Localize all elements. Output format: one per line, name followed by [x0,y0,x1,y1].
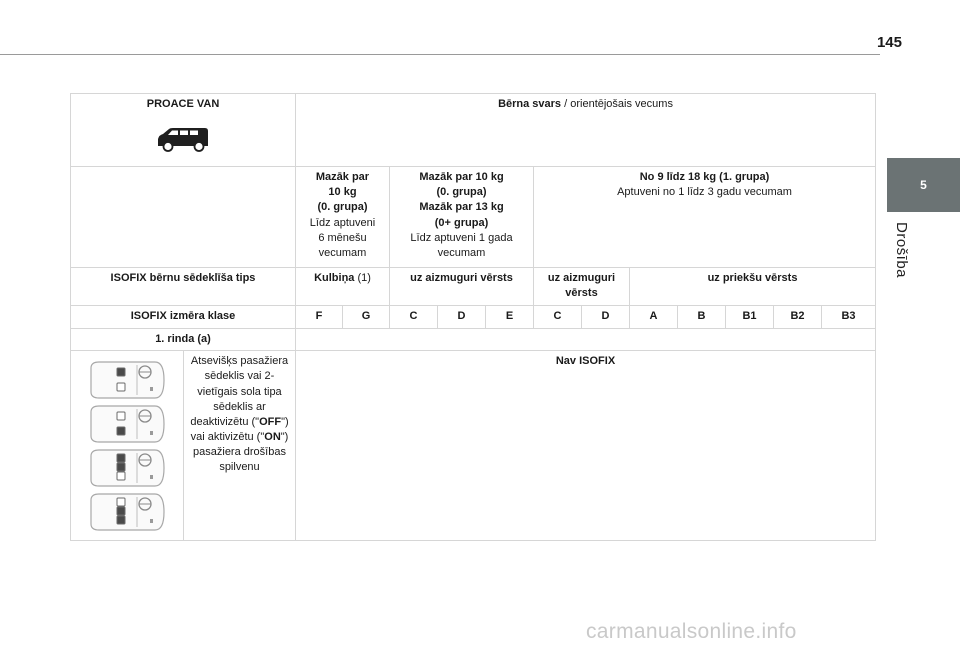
seat-position-2-icon [87,404,167,444]
weight-header-bold: Bērna svars [498,98,562,110]
weight-header [296,94,876,167]
rear-facing-2-line-1: uz aizmuguri [547,272,616,284]
rear-facing-cell-1: uz aizmuguri vērsts [390,268,534,306]
page-number: 145 [876,34,902,51]
site-watermark: carmanualsonline.info [586,620,797,643]
size-class-f: F [296,306,343,329]
weight-header-rest: / orientējošais vecums [561,98,673,110]
chapter-title: Drošība [893,222,910,279]
group-2-line-1: No 9 līdz 18 kg (1. grupa) [639,171,770,183]
group-0-line-2: 10 kg [328,186,357,199]
group-1-line-4: (0+ grupa) [434,216,489,229]
top-rule [0,54,880,55]
size-class-c: C [390,306,438,329]
isofix-size-label: ISOFIX izmēra klase [71,306,296,329]
size-class-d: D [438,306,486,329]
seat-icons-cell [71,351,184,541]
group-2-age-1: Aptuveni no 1 līdz 3 gadu vecumam [617,186,792,199]
row-1-label: 1. rinda (a) [71,329,296,351]
isofix-table [70,93,876,541]
size-class-b: B [678,306,726,329]
size-class-e: E [486,306,534,329]
size-class-g: G [343,306,390,329]
group-0plus-cell [390,167,534,268]
vehicle-cell [71,94,296,167]
size-class-b3: B3 [822,306,876,329]
row-1-value: Nav ISOFIX [296,351,876,541]
chapter-tab[interactable]: 5 [887,158,960,212]
group-0-cell [296,167,390,268]
airbag-off-label: OFF [259,415,282,428]
kulbina-label: Kulbiņa [314,272,355,284]
kulbina-note: (1) [354,272,371,284]
forward-facing-cell: uz priekšu vērsts [630,268,876,306]
size-class-d-2: D [582,306,630,329]
row-1-desc-part-2: ") vai aktivizētu (" [190,415,289,444]
van-icon [155,126,211,152]
size-class-b2: B2 [774,306,822,329]
row-1-desc-part-1: Atsevišķs pasažiera sēdeklis vai 2-vietīgais sola tipa sēdeklis ar deaktivizētu (" [190,355,289,428]
group-1-age-2: vecumam [437,246,486,259]
group-1-line-1: Mazāk par 10 kg [419,171,504,183]
seat-position-3-icon [87,448,167,488]
group-0-age-3: vecumam [318,246,367,259]
group-1-cell [534,167,876,268]
group-0-age-1: Līdz aptuveni [309,216,376,229]
size-class-a: A [630,306,678,329]
group-0-line-3: (0. grupa) [317,201,368,214]
row-1-description [184,351,296,541]
group-0-age-2: 6 mēnešu [318,231,367,244]
row-1-desc-part-3: ") pasažiera drošības spilvenu [193,431,289,474]
isofix-type-label: ISOFIX bērnu sēdeklīša tips [71,268,296,306]
vehicle-name: PROACE VAN [146,98,220,110]
rear-facing-2-line-2: vērsts [565,287,598,300]
empty-group-cell [71,167,296,268]
size-class-b1: B1 [726,306,774,329]
group-0-line-1: Mazāk par [315,171,370,183]
seat-position-4-icon [87,492,167,532]
group-1-age-1: Līdz aptuveni 1 gada [410,231,513,244]
group-1-line-2: (0. grupa) [436,186,487,199]
seat-position-1-icon [87,360,167,400]
kulbina-cell [296,268,390,306]
rear-facing-cell-2 [534,268,630,306]
group-1-line-3: Mazāk par 13 kg [419,201,504,214]
airbag-on-label: ON [264,431,281,444]
size-class-c-2: C [534,306,582,329]
row-1-header-empty [296,329,876,351]
